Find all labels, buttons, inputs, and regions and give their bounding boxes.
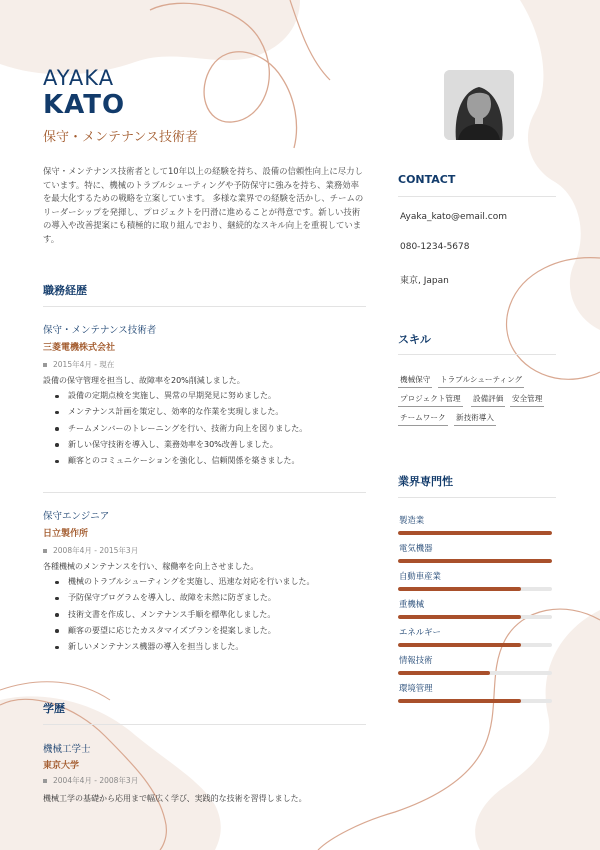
list-item: 設備の定期点検を実施し、異常の早期発見に努めました。 [43,388,363,404]
industry-bar [398,559,552,563]
contact-heading: CONTACT [398,173,456,186]
industry-bar-fill [398,615,521,619]
first-name: AYAKA [43,66,115,90]
industry-label: エネルギー [399,627,441,637]
job-role: 保守・メンテナンス技術者 [43,325,157,336]
list-item: メンテナンス計画を策定し、効率的な作業を実現しました。 [43,404,363,420]
skill-tag: プロジェクト管理 [398,393,463,407]
education-dates [43,775,138,786]
job-description: 各種機械のメンテナンスを行い、稼働率を向上させました。 [43,562,259,571]
industry-bar-fill [398,643,521,647]
list-item: 機械のトラブルシューティングを実施し、迅速な対応を行いました。 [43,574,363,590]
industry-bar [398,615,552,619]
education-heading: 学歴 [43,702,65,715]
industry-bar [398,671,552,675]
contact-location: 東京, Japan [400,276,449,286]
skill-tag: トラブルシューティング [438,374,524,388]
industry-divider [398,497,556,498]
job-company: 日立製作所 [43,529,89,539]
experience-entry-1 [43,322,363,469]
industry-bar-fill [398,559,552,563]
list-item: 新しい保守技術を導入し、業務効率を30%改善しました。 [43,437,363,453]
experience-divider [43,306,366,307]
experience-heading: 職務経歴 [43,284,87,297]
industry-item [398,570,552,591]
skill-tag: 機械保守 [398,374,432,388]
skill-tag: 安全管理 [510,393,544,407]
profile-photo [444,70,514,140]
date-square-icon [43,549,47,553]
list-item: 新しいメンテナンス機器の導入を担当しました。 [43,639,363,655]
industry-heading: 業界専門性 [398,475,453,488]
education-description: 機械工学の基礎から応用まで幅広く学び、実践的な技術を習得しました。 [43,794,307,803]
education-dates-text: 2004年4月 - 2008年3月 [53,776,139,785]
job-dates [43,359,363,370]
industry-bar-fill [398,671,490,675]
education-degree: 機械工学士 [43,744,91,755]
job-bullets [43,388,363,469]
industry-label: 製造業 [399,515,425,525]
date-square-icon [43,363,47,367]
skill-tag: 設備評価 [471,393,505,407]
contact-divider [398,196,556,197]
industry-label: 電気機器 [399,543,433,553]
industry-item [398,542,552,563]
industry-label: 環境管理 [399,683,433,693]
education-divider [43,724,366,725]
contact-email[interactable]: Ayaka_kato@email.com [400,212,507,222]
industry-bar [398,531,552,535]
industry-bar [398,587,552,591]
industry-label: 重機械 [399,599,425,609]
industry-item [398,654,552,675]
list-item: 顧客の要望に応じたカスタマイズプランを提案しました。 [43,623,363,639]
contact-phone: 080-1234-5678 [400,242,470,252]
list-item: 予防保守プログラムを導入し、故障を未然に防ぎました。 [43,590,363,606]
list-item: 技術文書を作成し、メンテナンス手順を標準化しました。 [43,607,363,623]
industry-item [398,682,552,703]
industry-bar-fill [398,531,552,535]
list-item: 顧客とのコミュニケーションを強化し、信頼関係を築きました。 [43,453,363,469]
education-school: 東京大学 [43,761,80,771]
skill-tag: 新技術導入 [454,412,496,426]
job-bullets [43,574,363,655]
job-dates-text: 2015年4月 - 現在 [53,360,115,369]
industry-bar [398,643,552,647]
industry-item [398,514,552,535]
profile-summary: 保守・メンテナンス技術者として10年以上の経験を持ち、設備の信頼性向上に尽力しています。特に、機械のトラブルシューティングや予防保守に強みを持ち、業務効率を最大化するための戦略を立案しています。 多様な業界での経験を活かし、チームのリーダーシップを発揮し、プロジェクトを円滑に進めることが得意です。新しい技術の導入や改善提案にも積極的に取り組んでおり、継続的なスキル向上を重視しています。 [43,166,364,244]
job-role: 保守エンジニア [43,511,110,522]
date-square-icon [43,779,47,783]
industry-label: 情報技術 [399,655,433,665]
job-dates [43,545,363,556]
industry-bar-fill [398,587,521,591]
job-description: 設備の保守管理を担当し、故障率を20%削減しました。 [43,376,245,385]
industry-bar [398,699,552,703]
skills-divider [398,354,556,355]
job-title: 保守・メンテナンス技術者 [43,130,198,145]
list-item: チームメンバーのトレーニングを行い、技術力向上を図りました。 [43,421,363,437]
skills-heading: スキル [398,333,431,346]
portrait-icon [444,70,514,140]
last-name: KATO [43,90,126,120]
industry-item [398,626,552,647]
job-dates-text: 2008年4月 - 2015年3月 [53,546,139,555]
industry-label: 自動車産業 [399,571,441,581]
experience-entry-divider [43,492,366,493]
job-company: 三菱電機株式会社 [43,343,116,353]
experience-entry-2 [43,508,363,655]
industry-item [398,598,552,619]
skill-tag: チームワーク [398,412,448,426]
industry-bar-fill [398,699,521,703]
